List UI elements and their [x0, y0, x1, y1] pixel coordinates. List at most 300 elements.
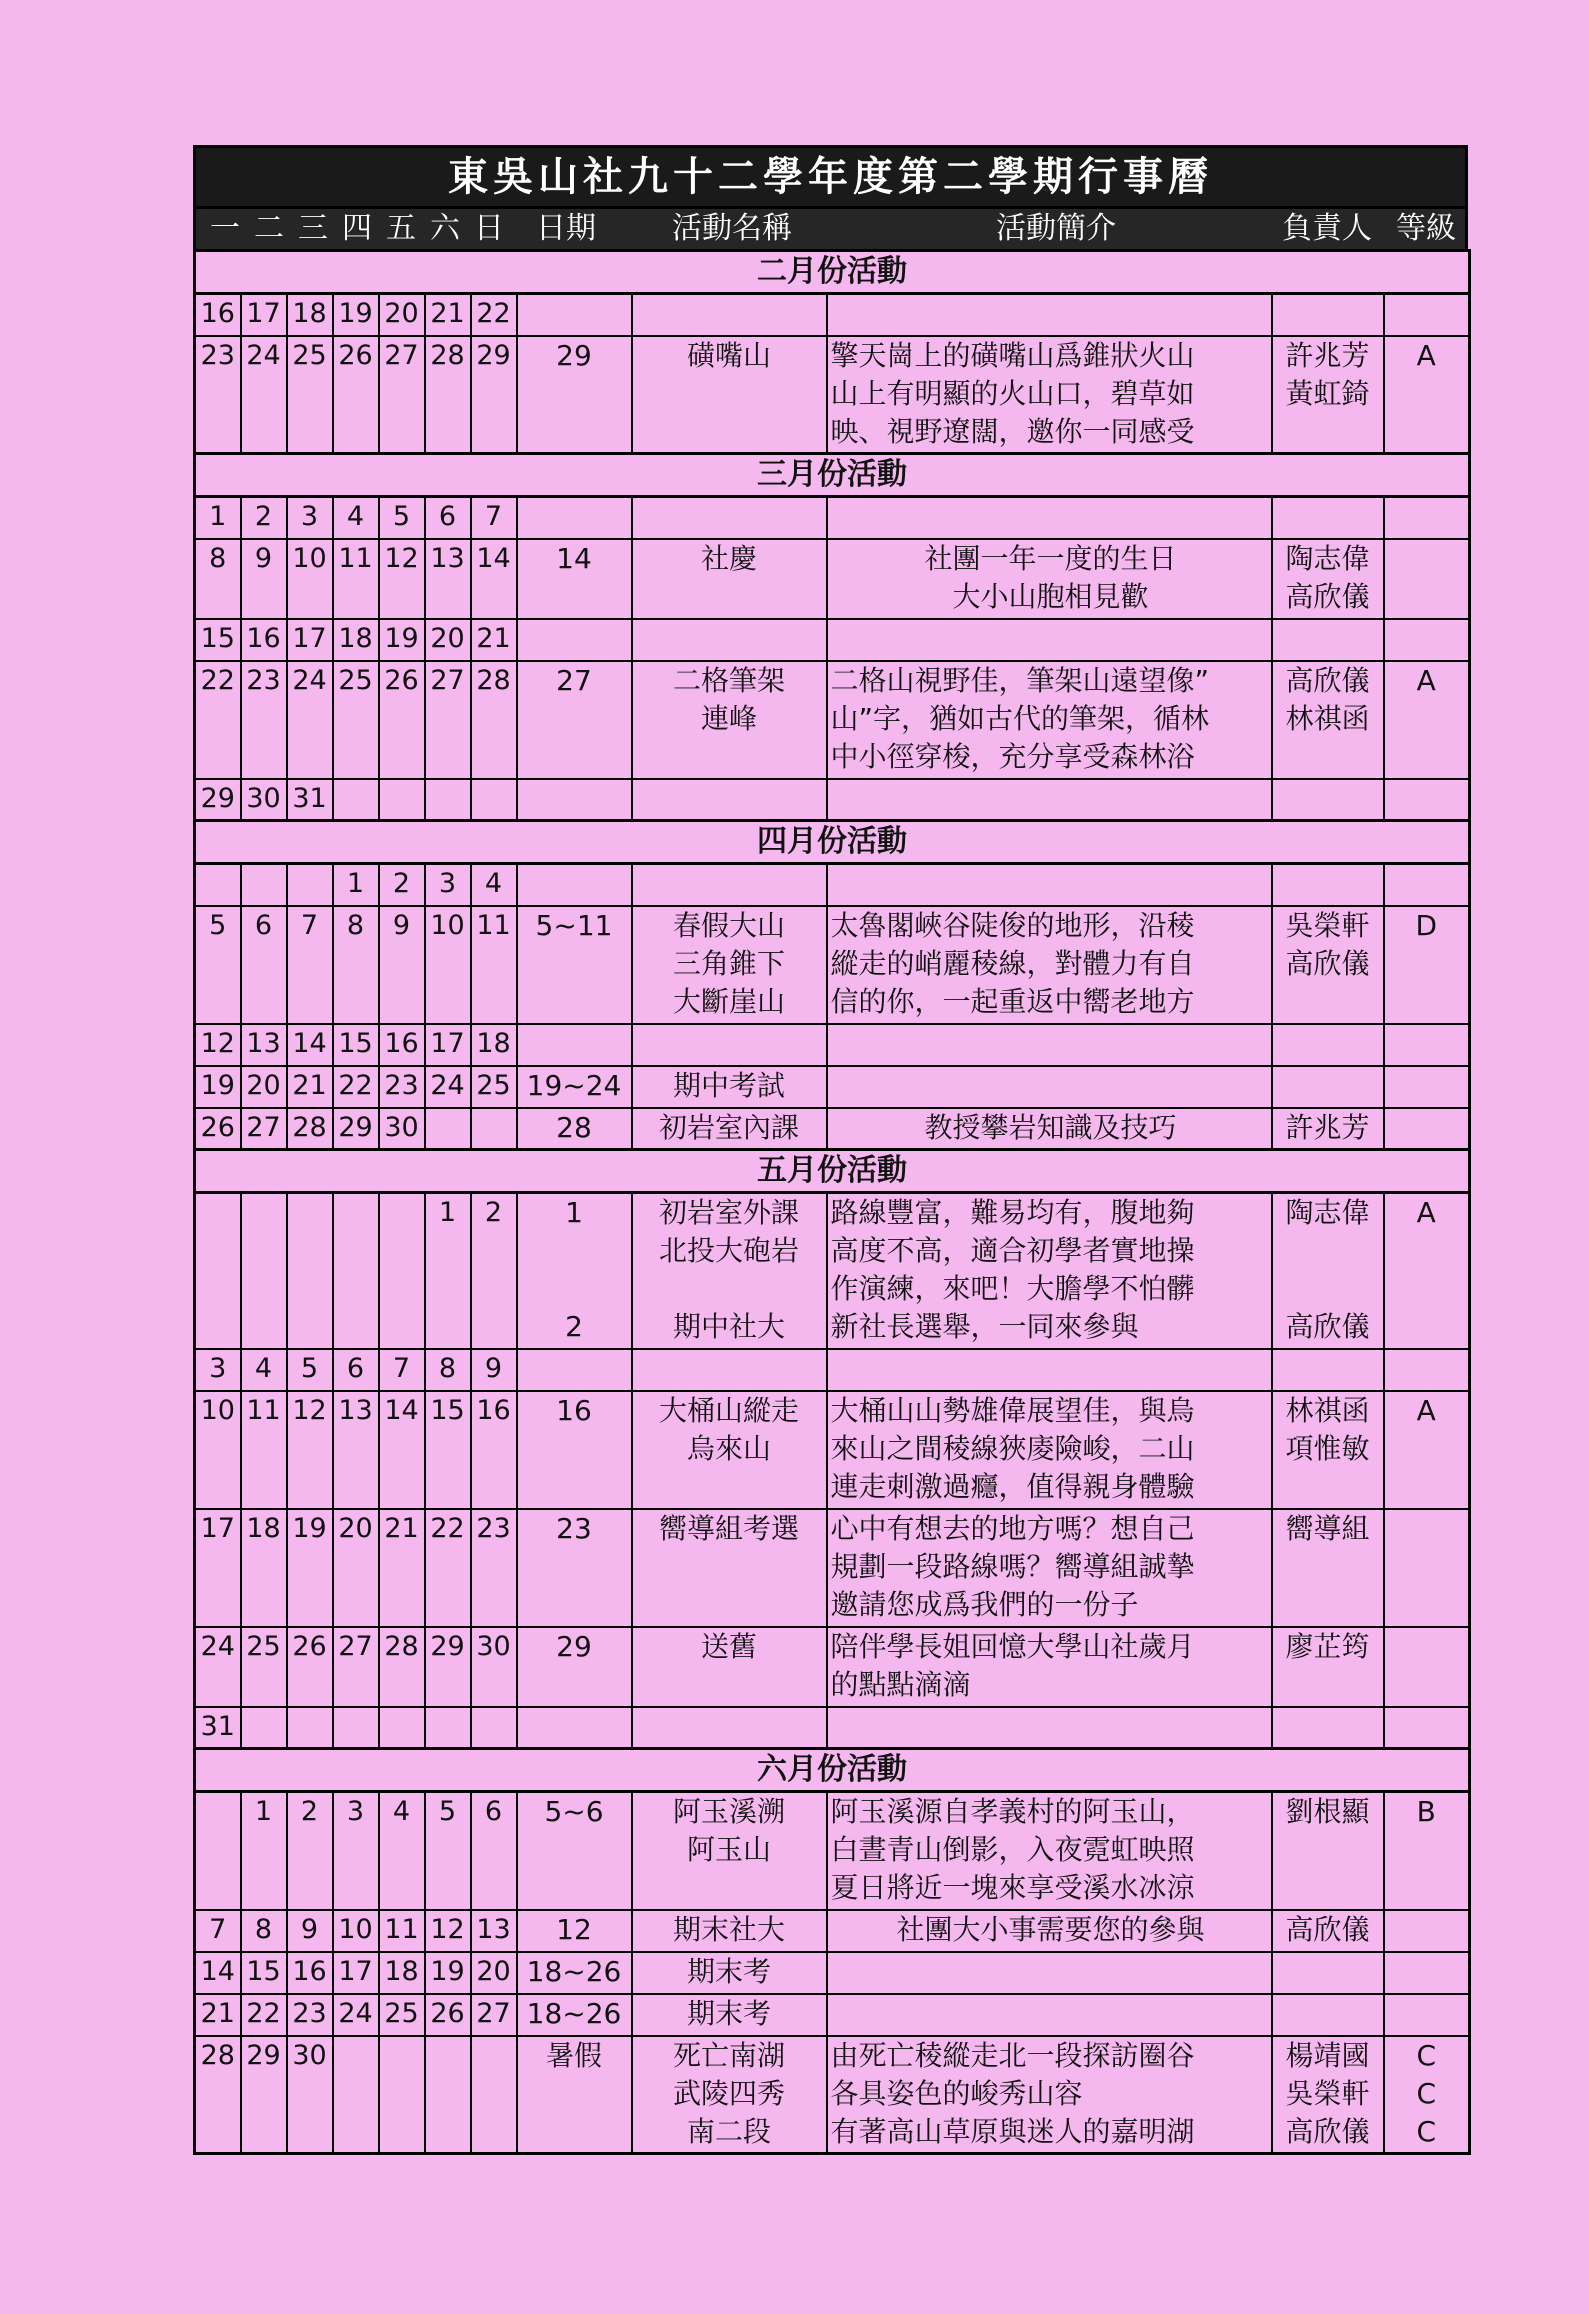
day-cell: 25 [379, 1994, 425, 2036]
day-cell: 29 [333, 1108, 379, 1150]
activity-name-cell [632, 619, 827, 661]
date-cell: 23 [517, 1509, 632, 1627]
activity-name: 武陵四秀 [672, 2076, 785, 2110]
day-cell: 19 [333, 294, 379, 336]
day-cell: 27 [241, 1108, 287, 1150]
day-cell: 11 [333, 539, 379, 619]
day-cell: 18 [333, 619, 379, 661]
day-cell: 4 [471, 864, 517, 906]
activity-name: 連峰 [700, 701, 757, 735]
activity-name-cell [632, 1952, 827, 1994]
day-cell: 6 [241, 906, 287, 1024]
header-leader: 負責人 [1282, 211, 1372, 246]
day-cell: 24 [241, 336, 287, 454]
activity-name: 三角錐下 [672, 946, 785, 980]
day-cell [195, 1193, 241, 1349]
activity-name: 期中社大 [672, 1310, 785, 1343]
day-cell: 30 [379, 1108, 425, 1150]
grade-cell [1384, 1952, 1470, 1994]
grade-cell: A [1384, 661, 1470, 779]
calendar-sheet [193, 145, 1468, 2155]
day-cell: 20 [471, 1952, 517, 1994]
day-cell [471, 2036, 517, 2154]
activity-name: 送舊 [700, 1629, 757, 1663]
day-cell: 23 [241, 661, 287, 779]
leader-cell: 吳榮軒 高欣儀 [1272, 906, 1384, 1024]
day-cell: 20 [425, 619, 471, 661]
leader-cell: 許兆芳 [1272, 1108, 1384, 1150]
day-cell: 17 [195, 1509, 241, 1627]
leader-cell: 劉根顯 [1272, 1792, 1384, 1910]
grade-cell [1384, 1066, 1470, 1108]
month-label: 三月份活動 [195, 454, 1470, 497]
header-fri: 五 [386, 211, 416, 246]
day-cell: 18 [287, 294, 333, 336]
table-row [195, 1391, 1470, 1509]
day-cell: 23 [471, 1509, 517, 1627]
day-cell [241, 864, 287, 906]
day-cell: 15 [425, 1391, 471, 1509]
day-cell: 24 [287, 661, 333, 779]
day-cell: 26 [425, 1994, 471, 2036]
grade-cell [1384, 1627, 1470, 1707]
activity-summary [827, 1707, 1272, 1749]
activity-name-cell [632, 1108, 827, 1150]
day-cell: 5 [425, 1792, 471, 1910]
day-cell: 26 [287, 1627, 333, 1707]
activity-name: 初岩室外課 [658, 1196, 799, 1229]
day-cell [333, 779, 379, 821]
day-cell [287, 1707, 333, 1749]
day-cell: 20 [333, 1509, 379, 1627]
day-cell: 3 [195, 1349, 241, 1391]
header-summary: 活動簡介 [996, 211, 1116, 246]
activity-summary [827, 1952, 1272, 1994]
day-cell: 2 [471, 1193, 517, 1349]
leader-cell [1272, 1994, 1384, 2036]
day-cell: 2 [287, 1792, 333, 1910]
grade-cell [1384, 1509, 1470, 1627]
day-cell [425, 779, 471, 821]
activity-name: 社慶 [700, 541, 757, 575]
date-cell: 5~6 [517, 1792, 632, 1910]
leader-cell [1272, 497, 1384, 539]
date-cell [517, 1707, 632, 1749]
day-cell: 20 [379, 294, 425, 336]
table-row [195, 1509, 1470, 1627]
grade-cell [1384, 497, 1470, 539]
day-cell: 14 [379, 1391, 425, 1509]
day-cell: 16 [195, 294, 241, 336]
activity-summary: 太魯閣峽谷陡俊的地形，沿稜 縱走的峭麗稜線，對體力有自 信的你，一起重返中嚮老地方 [827, 906, 1272, 1024]
table-row [195, 661, 1470, 779]
day-cell: 27 [379, 336, 425, 454]
day-cell [333, 1193, 379, 1349]
grade-cell: B [1384, 1792, 1470, 1910]
day-cell: 17 [425, 1024, 471, 1066]
activity-name: 大桶山縱走 [658, 1393, 799, 1427]
table-row [195, 779, 1470, 821]
header-activity: 活動名稱 [672, 211, 792, 246]
leader-cell [1272, 1066, 1384, 1108]
leader-cell: 陶志偉 高欣儀 [1272, 1193, 1384, 1349]
day-cell: 30 [471, 1627, 517, 1707]
grade-cell [1384, 864, 1470, 906]
table-row [195, 619, 1470, 661]
day-cell: 12 [287, 1391, 333, 1509]
activity-name-cell [632, 1509, 827, 1627]
day-cell: 12 [195, 1024, 241, 1066]
date-cell: 19~24 [517, 1066, 632, 1108]
date-cell [517, 294, 632, 336]
day-cell: 16 [287, 1952, 333, 1994]
activity-name-cell [632, 1391, 827, 1509]
day-cell: 19 [379, 619, 425, 661]
leader-cell: 楊靖國 吳榮軒 高欣儀 [1272, 2036, 1384, 2154]
day-cell: 9 [379, 906, 425, 1024]
day-cell [333, 1707, 379, 1749]
activity-name: 期中考試 [672, 1068, 785, 1102]
date-cell: 29 [517, 336, 632, 454]
day-cell: 25 [287, 336, 333, 454]
day-cell: 6 [425, 497, 471, 539]
leader-cell: 廖芷筠 [1272, 1627, 1384, 1707]
day-cell: 16 [471, 1391, 517, 1509]
activity-summary [827, 294, 1272, 336]
activity-summary [827, 1066, 1272, 1108]
day-cell: 24 [195, 1627, 241, 1707]
day-cell: 7 [287, 906, 333, 1024]
grade-cell [1384, 1349, 1470, 1391]
leader-cell [1272, 619, 1384, 661]
activity-summary: 二格山視野佳，筆架山遠望像” 山”字，猶如古代的筆架，循林 中小徑穿梭，充分享受森林浴 [827, 661, 1272, 779]
day-cell: 3 [287, 497, 333, 539]
day-cell: 10 [333, 1910, 379, 1952]
activity-name-cell [632, 539, 827, 619]
day-cell: 21 [195, 1994, 241, 2036]
day-cell: 10 [195, 1391, 241, 1509]
day-cell [333, 2036, 379, 2154]
day-cell [379, 1193, 425, 1349]
leader-cell: 嚮導組 [1272, 1509, 1384, 1627]
leader-cell [1272, 1952, 1384, 1994]
table-row [195, 1707, 1470, 1749]
grade-cell [1384, 1707, 1470, 1749]
day-cell: 4 [333, 497, 379, 539]
header-date: 日期 [536, 211, 596, 246]
activity-name: 死亡南湖 [672, 2038, 785, 2072]
day-cell: 31 [287, 779, 333, 821]
activity-name-cell [632, 336, 827, 454]
date-cell [517, 1349, 632, 1391]
day-cell: 6 [333, 1349, 379, 1391]
day-cell [471, 1108, 517, 1150]
activity-name: 阿玉山 [686, 1833, 771, 1866]
activity-summary [827, 1024, 1272, 1066]
day-cell: 28 [379, 1627, 425, 1707]
grade-cell [1384, 294, 1470, 336]
day-cell: 19 [287, 1509, 333, 1627]
table-row [195, 1349, 1470, 1391]
day-cell: 29 [425, 1627, 471, 1707]
activity-summary: 教授攀岩知識及技巧 [827, 1108, 1272, 1150]
day-cell: 19 [425, 1952, 471, 1994]
date-cell: 5~11 [517, 906, 632, 1024]
activity-name-cell [632, 1792, 827, 1910]
day-cell: 18 [241, 1509, 287, 1627]
day-cell: 7 [379, 1349, 425, 1391]
activity-name: 期末社大 [672, 1912, 785, 1946]
activity-name-cell [632, 906, 827, 1024]
date-cell: 29 [517, 1627, 632, 1707]
activity-name: 烏來山 [686, 1431, 771, 1465]
day-cell: 1 [333, 864, 379, 906]
date-cell: 28 [517, 1108, 632, 1150]
activity-name: 大斷崖山 [672, 984, 785, 1018]
activity-name-cell [632, 779, 827, 821]
day-cell: 8 [241, 1910, 287, 1952]
table-row [195, 1994, 1470, 2036]
table-row [195, 1792, 1470, 1910]
table-row [195, 539, 1470, 619]
day-cell: 28 [195, 2036, 241, 2154]
activity-name-cell [632, 1627, 827, 1707]
month-row [195, 1150, 1470, 1193]
day-cell: 25 [471, 1066, 517, 1108]
leader-cell: 高欣儀 [1272, 1910, 1384, 1952]
day-cell: 14 [195, 1952, 241, 1994]
day-cell: 15 [333, 1024, 379, 1066]
day-cell: 27 [333, 1627, 379, 1707]
day-cell: 29 [241, 2036, 287, 2154]
page-title: 東吳山社九十二學年度第二學期行事曆 [193, 145, 1468, 209]
activity-name-cell [632, 1349, 827, 1391]
day-cell: 13 [471, 1910, 517, 1952]
activity-name-cell [632, 294, 827, 336]
date-cell: 14 [517, 539, 632, 619]
day-cell [241, 1707, 287, 1749]
day-cell: 13 [241, 1024, 287, 1066]
month-label: 五月份活動 [195, 1150, 1470, 1193]
table-row [195, 1193, 1470, 1349]
leader-cell: 許兆芳 黃虹錡 [1272, 336, 1384, 454]
day-cell: 12 [379, 539, 425, 619]
date-cell: 1 2 [517, 1193, 632, 1349]
day-cell: 23 [379, 1066, 425, 1108]
date-cell [517, 1024, 632, 1066]
table-row [195, 294, 1470, 336]
day-cell: 29 [195, 779, 241, 821]
date-cell: 12 [517, 1910, 632, 1952]
day-cell: 7 [471, 497, 517, 539]
date-cell: 暑假 [517, 2036, 632, 2154]
day-cell [471, 1707, 517, 1749]
day-cell: 27 [425, 661, 471, 779]
date-cell: 18~26 [517, 1952, 632, 1994]
day-cell: 8 [425, 1349, 471, 1391]
day-cell [425, 1707, 471, 1749]
day-cell: 3 [333, 1792, 379, 1910]
day-cell: 18 [379, 1952, 425, 1994]
activity-name-cell [632, 1910, 827, 1952]
day-cell: 21 [425, 294, 471, 336]
activity-summary: 社團大小事需要您的參與 [827, 1910, 1272, 1952]
date-cell [517, 497, 632, 539]
activity-summary [827, 619, 1272, 661]
day-cell: 24 [333, 1994, 379, 2036]
day-cell: 11 [471, 906, 517, 1024]
table-row [195, 1910, 1470, 1952]
day-cell: 27 [471, 1994, 517, 2036]
day-cell [287, 1193, 333, 1349]
table-row [195, 1627, 1470, 1707]
header-sat: 六 [430, 211, 460, 246]
header-grade: 等級 [1396, 211, 1456, 246]
grade-cell [1384, 539, 1470, 619]
activity-name: 北投大砲岩 [658, 1234, 799, 1267]
table-row [195, 497, 1470, 539]
day-cell: 24 [425, 1066, 471, 1108]
day-cell: 19 [195, 1066, 241, 1108]
date-cell: 27 [517, 661, 632, 779]
activity-name-cell [632, 497, 827, 539]
activity-name-cell [632, 661, 827, 779]
activity-summary [827, 497, 1272, 539]
day-cell: 9 [287, 1910, 333, 1952]
table-row [195, 336, 1470, 454]
month-row [195, 821, 1470, 864]
day-cell: 15 [195, 619, 241, 661]
day-cell [471, 779, 517, 821]
month-row [195, 1749, 1470, 1792]
column-header [193, 209, 1468, 249]
activity-summary: 擎天崗上的磺嘴山爲錐狀火山 山上有明顯的火山口，碧草如 映、視野遼闊，邀你一同感受 [827, 336, 1272, 454]
header-mon: 一 [210, 211, 240, 246]
day-cell [287, 864, 333, 906]
activity-name: 阿玉溪溯 [672, 1795, 785, 1828]
leader-cell [1272, 779, 1384, 821]
header-tue: 二 [254, 211, 284, 246]
day-cell [241, 1193, 287, 1349]
day-cell: 14 [287, 1024, 333, 1066]
day-cell: 28 [471, 661, 517, 779]
leader-cell [1272, 294, 1384, 336]
leader-cell: 高欣儀 林祺函 [1272, 661, 1384, 779]
day-cell: 17 [287, 619, 333, 661]
activity-name-cell [632, 1707, 827, 1749]
day-cell: 13 [333, 1391, 379, 1509]
day-cell: 26 [379, 661, 425, 779]
day-cell: 21 [287, 1066, 333, 1108]
grade-cell: A [1384, 1193, 1470, 1349]
grade-cell: C C C [1384, 2036, 1470, 2154]
table-row [195, 2036, 1470, 2154]
leader-cell: 陶志偉 高欣儀 [1272, 539, 1384, 619]
activity-summary: 路線豐富，難易均有，腹地夠 高度不高，適合初學者實地操 作演練，來吧！大膽學不怕髒 新社長選舉，一同來參與 [827, 1193, 1272, 1349]
day-cell [379, 779, 425, 821]
day-cell: 17 [241, 294, 287, 336]
day-cell: 22 [195, 661, 241, 779]
activity-name: 初岩室內課 [658, 1110, 799, 1144]
activity-name [633, 1270, 826, 1308]
activity-name-cell [632, 2036, 827, 2154]
activity-name: 期末考 [686, 1954, 771, 1988]
month-label: 二月份活動 [195, 251, 1470, 294]
date-cell: 18~26 [517, 1994, 632, 2036]
day-cell: 21 [471, 619, 517, 661]
activity-summary [827, 864, 1272, 906]
day-cell: 4 [379, 1792, 425, 1910]
activity-summary: 由死亡稜縱走北一段探訪圈谷 各具姿色的峻秀山容 有著高山草原與迷人的嘉明湖 [827, 2036, 1272, 2154]
activity-name-cell [632, 864, 827, 906]
activity-name: 南二段 [686, 2114, 771, 2148]
activity-summary: 社團一年一度的生日 大小山胞相見歡 [827, 539, 1272, 619]
grade-cell [1384, 1910, 1470, 1952]
day-cell: 1 [195, 497, 241, 539]
table-row [195, 864, 1470, 906]
day-cell [195, 864, 241, 906]
day-cell: 12 [425, 1910, 471, 1952]
day-cell: 1 [425, 1193, 471, 1349]
calendar-table [193, 249, 1471, 2155]
day-cell: 5 [287, 1349, 333, 1391]
date-cell [517, 864, 632, 906]
day-cell: 1 [241, 1792, 287, 1910]
grade-cell [1384, 1024, 1470, 1066]
activity-summary: 阿玉溪源自孝義村的阿玉山， 白晝青山倒影，入夜霓虹映照 夏日將近一塊來享受溪水冰涼 [827, 1792, 1272, 1910]
day-cell: 22 [333, 1066, 379, 1108]
day-cell [425, 1108, 471, 1150]
day-cell: 30 [241, 779, 287, 821]
activity-summary [827, 1349, 1272, 1391]
date-cell: 16 [517, 1391, 632, 1509]
activity-summary: 心中有想去的地方嗎？想自己 規劃一段路線嗎？嚮導組誠摯 邀請您成爲我們的一份子 [827, 1509, 1272, 1627]
day-cell: 23 [287, 1994, 333, 2036]
day-cell: 9 [241, 539, 287, 619]
day-cell: 22 [425, 1509, 471, 1627]
activity-name-cell [632, 1994, 827, 2036]
activity-summary [827, 1994, 1272, 2036]
day-cell [379, 2036, 425, 2154]
day-cell: 11 [379, 1910, 425, 1952]
day-cell: 29 [471, 336, 517, 454]
day-cell [195, 1792, 241, 1910]
day-cell: 14 [471, 539, 517, 619]
day-cell: 8 [195, 539, 241, 619]
day-cell: 13 [425, 539, 471, 619]
day-cell: 23 [195, 336, 241, 454]
activity-summary: 大桶山山勢雄偉展望佳，與烏 來山之間稜線狹庱險峻，二山 連走刺激過癮，值得親身體驗 [827, 1391, 1272, 1509]
day-cell: 20 [241, 1066, 287, 1108]
day-cell: 16 [379, 1024, 425, 1066]
grade-cell [1384, 1108, 1470, 1150]
activity-name: 春假大山 [672, 908, 785, 942]
date-cell [517, 619, 632, 661]
month-row [195, 454, 1470, 497]
leader-cell [1272, 864, 1384, 906]
table-row [195, 1066, 1470, 1108]
day-cell: 21 [379, 1509, 425, 1627]
day-cell: 5 [379, 497, 425, 539]
day-cell: 5 [195, 906, 241, 1024]
activity-name-cell [632, 1193, 827, 1349]
activity-name-cell [632, 1066, 827, 1108]
table-row [195, 1108, 1470, 1150]
day-cell: 3 [425, 864, 471, 906]
day-cell: 31 [195, 1707, 241, 1749]
day-cell: 4 [241, 1349, 287, 1391]
activity-name: 二格筆架 [672, 663, 785, 697]
